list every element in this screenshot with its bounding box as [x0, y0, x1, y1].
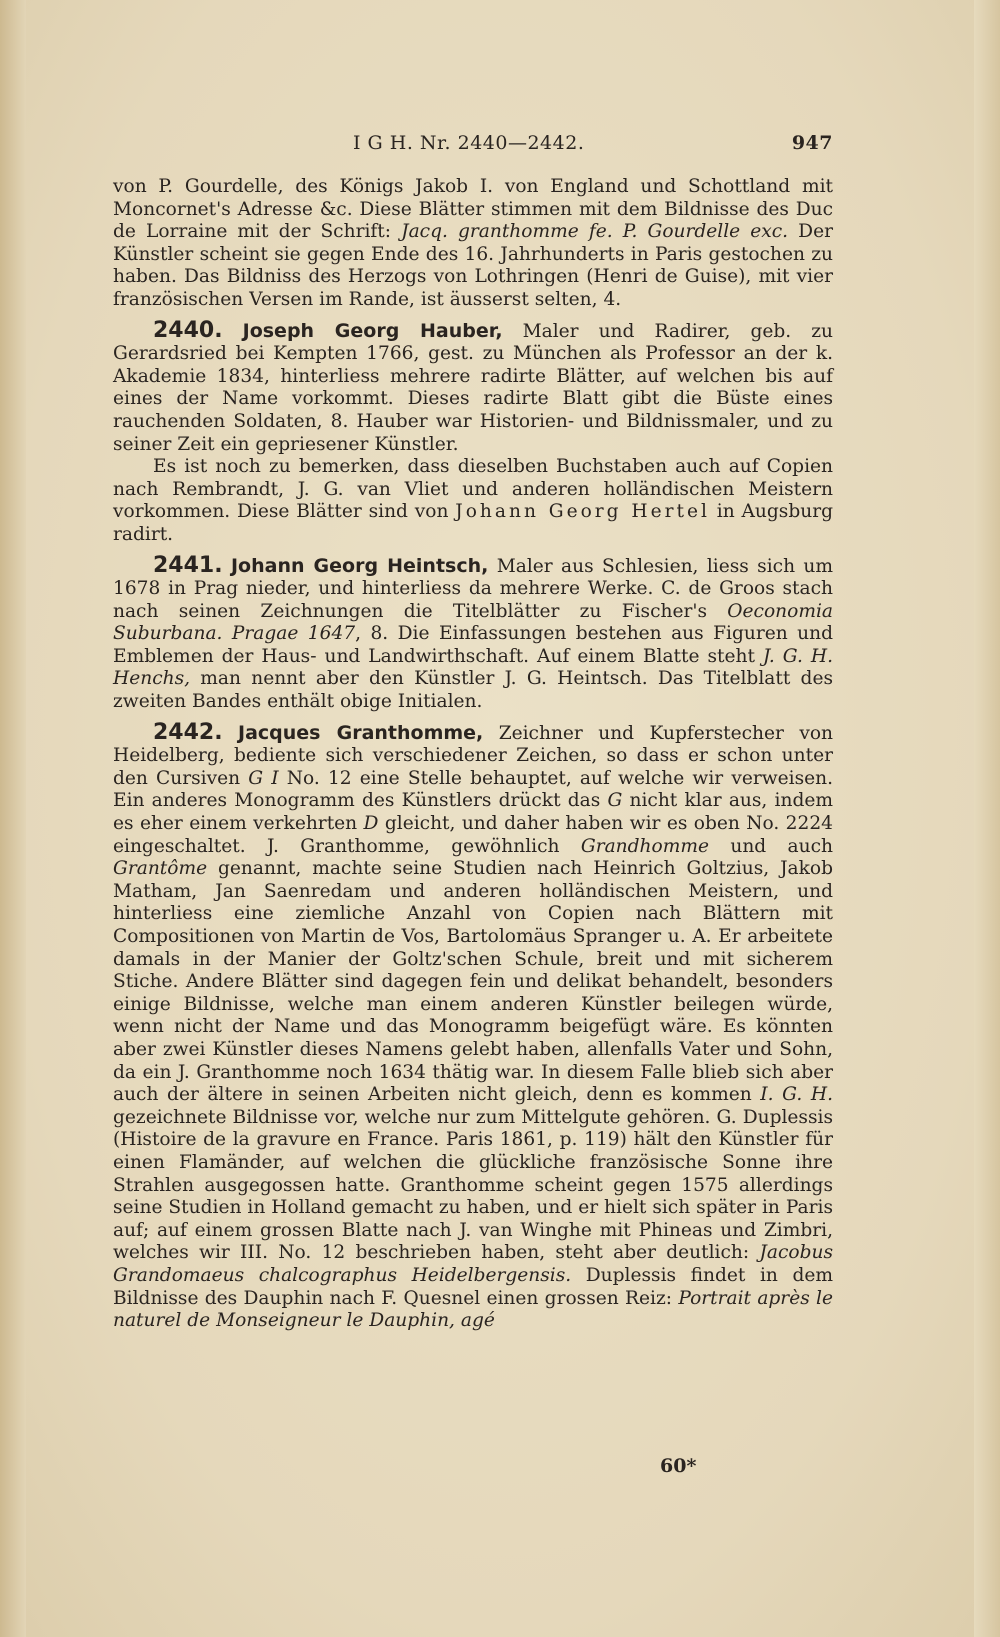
entry-text: , 8. Die Einfassungen bestehen aus Figuren und Emblemen der Haus- und Landwirthschaft. Auf einem Blatte steht	[113, 623, 834, 667]
entry-2441-head	[113, 552, 834, 714]
entry-italic: I. G. H.	[760, 1084, 833, 1106]
entry-text: gleicht, und daher haben wir es oben No. 2224 eingeschaltet. J. Granthomme, gewöhnlich	[113, 813, 833, 857]
entry-name: Joseph Georg Hauber,	[242, 319, 503, 342]
entry-text: nicht klar aus, indem es eher einem verkehrten	[113, 790, 833, 835]
entry-number: 2440.	[153, 317, 223, 343]
entry-text: genannt, machte seine Studien nach Heinrich Goltzius, Jakob Matham, Jan Saenredam und anderen holländischen Meistern, und hinterliess eine ziemliche Anzahl von Copien nach Blättern mit Compositionen von Martin de Vos, Bartolomäus Spranger u. A. Er arbeitete damals in der Manier der Goltz'schen Schule, breit und mit sicherem Stiche. Andere Blätter sind dagegen fein und delikat behandelt, besonders einige Bildnisse, welche man einem anderen Künstler beilegen würde, wenn nicht der Name und das Monogramm beigefügt wäre. Es könnten aber zwei Künstler dieses Namens gelebt haben, allenfalls Vater und Sohn, da ein J. Granthomme noch 1634 thätig war. In diesem Falle blieb sich aber auch der ältere in seinen Arbeiten nicht gleich, denn es kommen	[113, 858, 833, 1106]
entry-italic: J. G. H. Henchs,	[113, 645, 833, 690]
page-edge-left	[0, 0, 26, 1637]
page-header	[113, 132, 833, 162]
entry-text: gezeichnete Bildnisse vor, welche nur zum Mittelgute gehören. G. Duplessis (Histoire de la gravure en France. Paris 1861, p. 119) hält den Künstler für einen Flamänder, auf welchen die glückliche französische Sonne ihre Strahlen ausgegossen hatte. Granthomme scheint gegen 1575 allerdings seine Studien in Holland gemacht zu haben, und er hielt sich später in Paris auf; auf einem grossen Blatte nach J. van Winghe mit Phineas und Zimbri, welches wir III. No. 12 beschrieben haben, steht aber deutlich:	[113, 1106, 833, 1264]
entry-2442-head	[113, 719, 834, 1333]
intro-italic-1: Jacq. granthomme fe. P. Gourdelle exc.	[401, 221, 789, 243]
entry-italic: Grandhomme	[580, 835, 709, 857]
entry-text: Duplessis findet in dem Bildnisse des Dauphin nach F. Quesnel einen grossen Reiz:	[113, 1264, 833, 1309]
entry-italic: G I	[248, 767, 279, 789]
entry-text: Es ist noch zu bemerken, dass dieselben Buchstaben auch auf Copien nach Rembrandt, J. G. van Vliet und anderen holländischen Meistern vorkommen. Diese Blätter sind von	[113, 456, 833, 523]
entry-text: man nennt aber den Künstler J. G. Heintsch. Das Titelblatt des zweiten Bandes enthält obige Initialen.	[113, 668, 833, 713]
entry-italic: D	[363, 813, 379, 835]
entry-2442	[113, 719, 834, 1333]
entry-number: 2441.	[153, 552, 223, 578]
entry-number: 2442.	[153, 719, 223, 745]
entry-text: Maler und Radirer, geb. zu Gerardsried bei Kempten 1766, gest. zu München als Professor an der k. Akademie 1834, hinterliess mehrere radirte Blätter, auf welchen bis auf eines der Name vorkommt. Dieses radirte Blatt gibt die Büste eines rauchenden Soldaten, 8. Hauber war Historien- und Bildnissmaler, und zu seiner Zeit ein gepriesener Künstler.	[113, 320, 833, 455]
entry-text: in Augsburg radirt.	[113, 501, 834, 545]
intro-text-2: Der Künstler scheint sie gegen Ende des 16. Jahrhunderts in Paris gestochen zu haben. Das Bildniss des Herzogs von Lothringen (Henri de Guise), mit vier französischen Versen im Rande, ist äusserst selten, 4.	[113, 221, 833, 310]
intro-paragraph	[113, 176, 833, 312]
entry-2441	[113, 552, 834, 714]
entry-spaced-name: Johann Georg Hertel	[455, 501, 710, 523]
entry-2440	[113, 317, 834, 547]
entry-text: Maler aus Schlesien, liess sich um 1678 in Prag nieder, und hinterliess da mehrere Werke. C. de Groos stach nach seinen Zeichnungen die Titelblätter zu Fischer's	[113, 555, 834, 622]
entry-text: Zeichner und Kupferstecher von Heidelberg, bediente sich verschiedener Zeichen, so dass er schon unter den Cursiven	[113, 722, 833, 789]
page-edge-right	[974, 0, 1000, 1637]
entry-name: Jacques Granthomme,	[238, 721, 484, 744]
intro-text-1: von P. Gourdelle, des Königs Jakob I. von England und Schottland mit Moncornet's Adresse &c. Diese Blätter stimmen mit dem Bildnisse des Duc de Lorraine mit der Schrift:	[113, 176, 833, 243]
page-number: 947	[791, 132, 833, 154]
running-title: I G H. Nr. 2440—2442.	[353, 132, 585, 154]
entry-2440-head	[113, 317, 833, 457]
entry-text: und auch	[709, 835, 833, 857]
signature-mark: 60*	[660, 1455, 697, 1477]
entry-text: No. 12 eine Stelle behauptet, auf welche wir verweisen. Ein anderes Monogramm des Künstlers drückt das	[113, 767, 834, 812]
entry-italic: Portrait après le naturel de Monseigneur le Dauphin, agé	[113, 1287, 833, 1332]
entry-italic: Oeconomia Suburbana. Pragae 1647	[113, 600, 833, 645]
entry-italic: G	[607, 790, 623, 812]
entry-2440-para2	[113, 456, 833, 546]
entry-italic: Jacobus Grandomaeus chalcographus Heidelbergensis.	[113, 1242, 833, 1286]
body-text	[113, 176, 833, 1333]
entry-name: Johann Georg Heintsch,	[230, 554, 489, 577]
entry-italic: Grantôme	[113, 858, 208, 880]
